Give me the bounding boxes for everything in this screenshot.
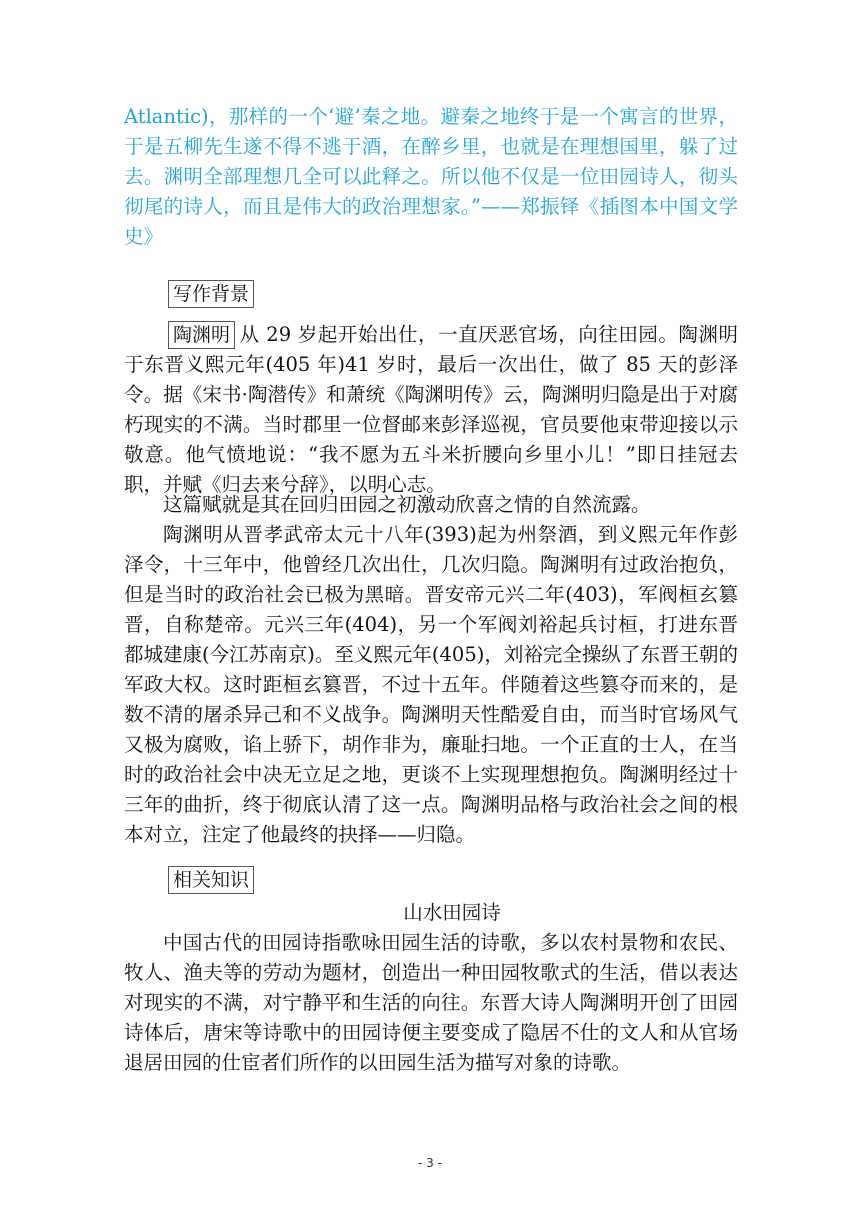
knowledge-title: 山水田园诗 [403, 901, 501, 924]
section-heading-background [168, 280, 254, 308]
page-number: - 3 - [418, 1156, 442, 1170]
background-paragraph-2: 这篇赋就是其在回归田园之初激动欣喜之情的自然流露。 [163, 493, 651, 516]
background-paragraph-1 [124, 320, 738, 500]
heading-label-knowledge: 相关知识 [168, 866, 254, 894]
background-paragraph-3: 陶渊明从晋孝武帝太元十八年(393)起为州祭酒，到义熙元年作彭泽令，十三年中，他曾经几次出仕，几次归隐。陶渊明有过政治抱负，但是当时的政治社会已极为黑暗。晋安帝元兴二年(403)，军阀桓玄篡晋，自称楚帝。元兴三年(404)，另一个军阀刘裕起兵讨桓，打进东晋都城建康(今江苏南京)。至义熙元年(405)，刘裕完全操纵了东晋王朝的军政大权。这时距桓玄篡晋，不过十五年。伴随着这些篡夺而来的，是数不清的屠杀异己和不义战争。陶渊明天性酷爱自由，而当时官场风气又极为腐败，谄上骄下，胡作非为，廉耻扫地。一个正直的士人，在当时的政治社会中决无立足之地，更谈不上实现理想抱负。陶渊明经过十三年的曲折，终于彻底认清了这一点。陶渊明品格与政治社会之间的根本对立，注定了他最终的抉择——归隐。 [124, 523, 738, 846]
section-heading-knowledge [168, 866, 254, 894]
heading-label-background: 写作背景 [168, 280, 254, 308]
knowledge-paragraph: 中国古代的田园诗指歌咏田园生活的诗歌，多以农村景物和农民、牧人、渔夫等的劳动为题材，创造出一种田园牧歌式的生活，借以表达对现实的不满，对宁静平和生活的向往。东晋大诗人陶渊明开创了田园诗体后，唐宋等诗歌中的田园诗便主要变成了隐居不仕的文人和从官场退居田园的仕宦者们所作的以田园生活为描写对象的诗歌。 [124, 931, 738, 1074]
author-label: 陶渊明 [168, 321, 235, 349]
background-paragraph-1-text: 从 29 岁起开始出仕，一直厌恶官场，向往田园。陶渊明于东晋义熙元年(405 年)41 岁时，最后一次出仕，做了 85 天的彭泽令。据《宋书·陶潜传》和萧统《陶渊明传》云，陶渊明归隐是出于对腐朽现实的不满。当时郡里一位督邮来彭泽巡视，官员要他束带迎接以示敬意。他气愤地说：“我不愿为五斗米折腰向乡里小儿！”即日挂冠去职，并赋《归去来兮辞》，以明心志。 [124, 323, 738, 496]
quote-paragraph: Atlantic)，那样的一个‘避’秦之地。避秦之地终于是一个寓言的世界，于是五柳先生遂不得不逃于酒，在醉乡里，也就是在理想国里，躲了过去。渊明全部理想几全可以此释之。所以他不仅是一位田园诗人，彻头彻尾的诗人，而且是伟大的政治理想家。”——郑振铎《插图本中国文学史》 [124, 105, 738, 248]
